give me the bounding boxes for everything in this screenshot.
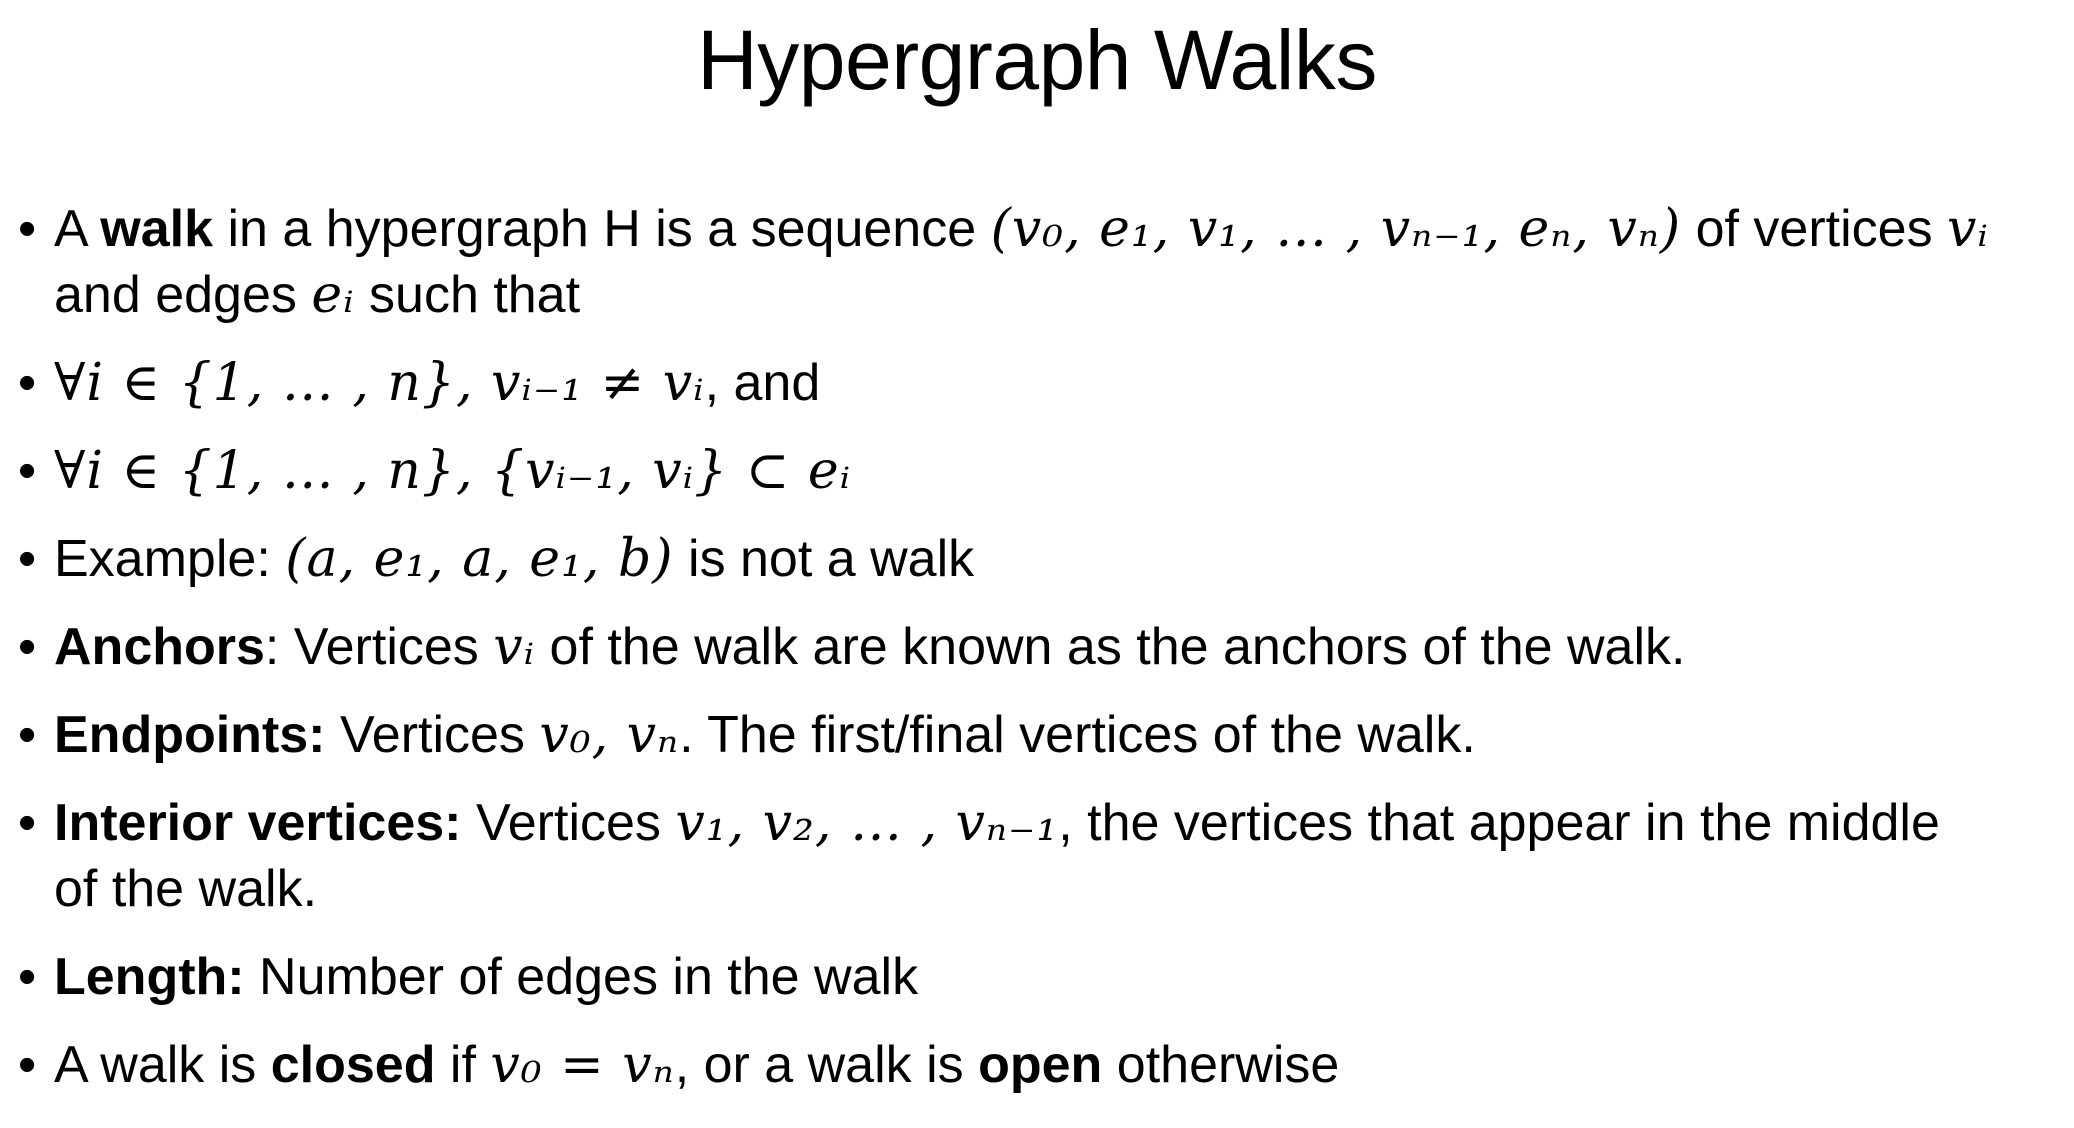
bullet-endpoints: • Endpoints: Vertices v₀, vₙ. The first/final vertices of the walk. — [18, 702, 2068, 768]
term-walk: walk — [100, 200, 213, 258]
interior-formula: v₁, v₂, … , vₙ₋₁ — [675, 793, 1059, 853]
example-formula: (a, e₁, a, e₁, b) — [285, 529, 674, 589]
bullet-closed-open: • A walk is closed if v₀ = vₙ, or a walk is open otherwise — [18, 1032, 2068, 1098]
bullet-condition-distinct: • ∀i ∈ {1, … , n}, vᵢ₋₁ ≠ vᵢ, and — [18, 350, 2068, 416]
slide-title: Hypergraph Walks — [697, 13, 1377, 107]
term-interior-vertices: Interior vertices: — [54, 794, 462, 852]
bullet-condition-subset — [18, 438, 2068, 504]
bullet-dot-icon: • — [18, 618, 37, 676]
bullet-anchors: • Anchors: Vertices vᵢ of the walk are known as the anchors of the walk. — [18, 614, 2068, 680]
condition-distinct-formula: ∀i ∈ {1, … , n}, vᵢ₋₁ ≠ vᵢ — [54, 353, 705, 413]
bullet-length: • Length: Number of edges in the walk — [18, 944, 2068, 1010]
bullet-example: • Example: (a, e₁, a, e₁, b) is not a walk — [18, 526, 2068, 592]
bullet-interior-vertices: • Interior vertices: Vertices v₁, v₂, … , vₙ₋₁, the vertices that appear in the middle of the walk. — [18, 790, 2068, 922]
endpoints-formula: v₀, vₙ — [539, 705, 680, 765]
bullet-dot-icon: • — [18, 442, 37, 500]
term-anchors: Anchors — [54, 618, 265, 676]
edge-symbol: eᵢ — [311, 265, 355, 325]
term-closed: closed — [270, 1036, 436, 1094]
vertex-symbol: vᵢ — [1947, 199, 1989, 259]
bullet-walk-definition: • A walk in a hypergraph H is a sequence (v₀, e₁, v₁, … , vₙ₋₁, eₙ, vₙ) of vertices vᵢ and edges eᵢ such that — [18, 196, 2068, 328]
bullet-dot-icon: • — [18, 530, 37, 588]
closed-formula: v₀ = vₙ — [490, 1035, 675, 1095]
term-length: Length: — [54, 948, 245, 1006]
bullet-dot-icon: • — [18, 354, 37, 412]
bullet-dot-icon: • — [18, 1036, 37, 1094]
bullet-dot-icon: • — [18, 706, 37, 764]
bullet-dot-icon: • — [18, 200, 37, 258]
bullet-dot-icon: • — [18, 948, 37, 1006]
bullet-dot-icon: • — [18, 794, 37, 852]
term-open: open — [978, 1036, 1103, 1094]
anchor-symbol: vᵢ — [493, 617, 536, 677]
walk-sequence-formula: (v₀, e₁, v₁, … , vₙ₋₁, eₙ, vₙ) — [990, 199, 1682, 259]
bullet-list — [18, 196, 2068, 1098]
term-endpoints: Endpoints: — [54, 706, 326, 764]
condition-subset-formula: ∀i ∈ {1, … , n}, {vᵢ₋₁, vᵢ} ⊂ eᵢ — [54, 441, 852, 501]
